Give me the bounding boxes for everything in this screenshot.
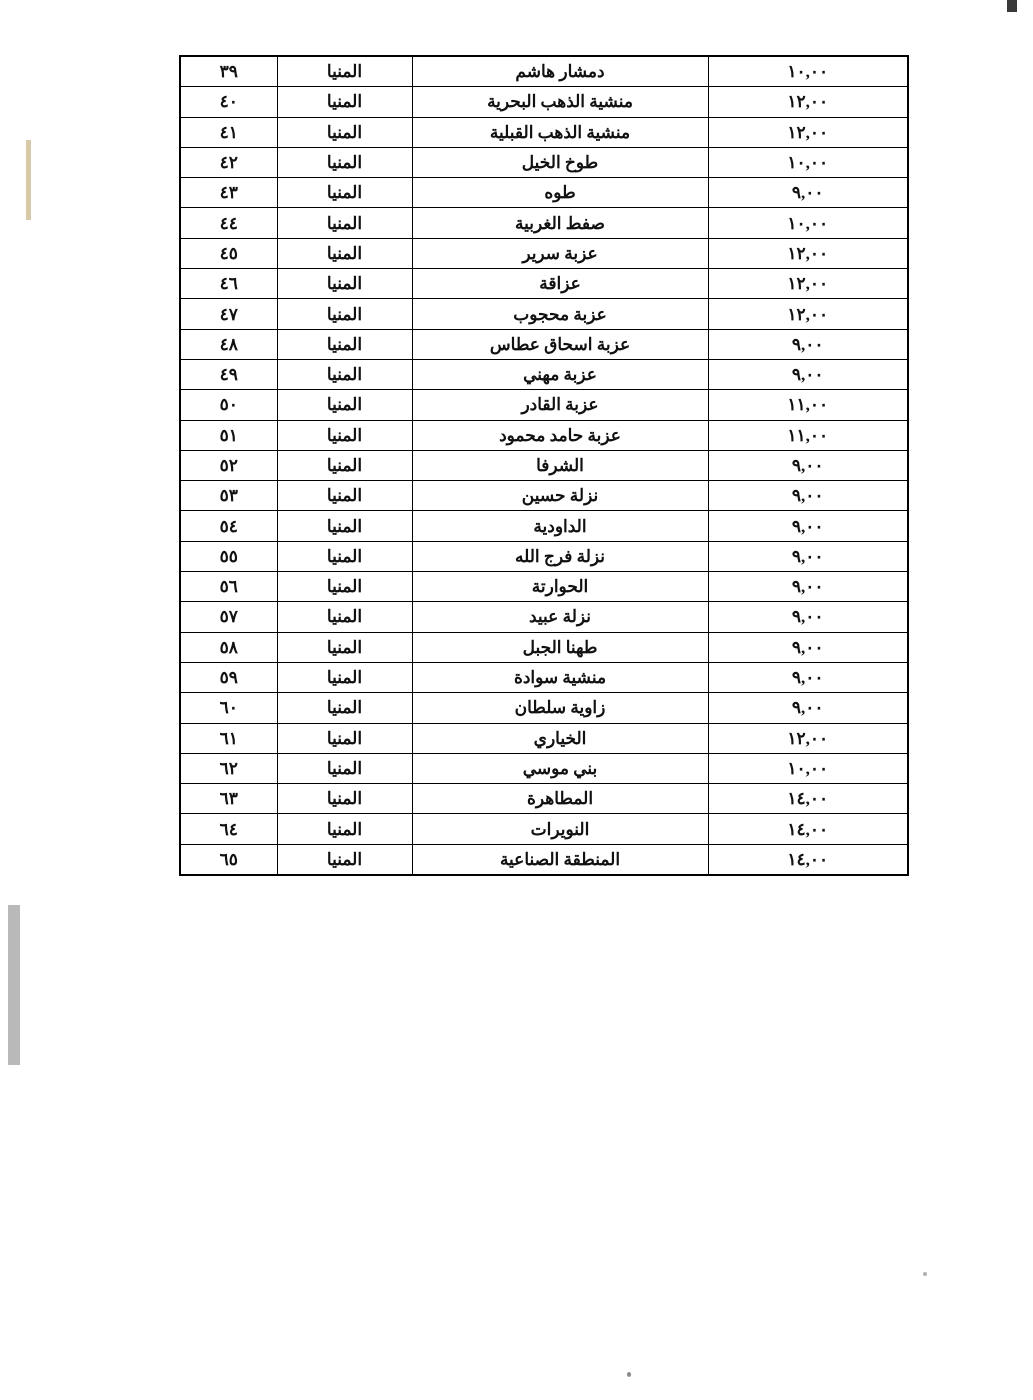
cell-price: ١٤,٠٠	[708, 814, 908, 844]
cell-serial-number: ٦٠	[180, 693, 277, 723]
table-body	[180, 56, 908, 875]
cell-price: ٩,٠٠	[708, 572, 908, 602]
scan-artifact-top-right	[1007, 0, 1017, 12]
cell-governorate: المنيا	[277, 662, 412, 692]
cell-price: ٩,٠٠	[708, 602, 908, 632]
table-row	[180, 814, 908, 844]
cell-location-name: المنطقة الصناعية	[412, 844, 708, 875]
cell-governorate: المنيا	[277, 784, 412, 814]
table-row	[180, 481, 908, 511]
cell-price: ١٢,٠٠	[708, 269, 908, 299]
cell-price: ١٠,٠٠	[708, 753, 908, 783]
cell-governorate: المنيا	[277, 572, 412, 602]
cell-price: ١٠,٠٠	[708, 208, 908, 238]
cell-serial-number: ٥٤	[180, 511, 277, 541]
table-row	[180, 541, 908, 571]
cell-location-name: الخياري	[412, 723, 708, 753]
cell-location-name: منشية الذهب البحرية	[412, 87, 708, 117]
cell-location-name: دمشار هاشم	[412, 56, 708, 87]
table-row	[180, 56, 908, 87]
cell-location-name: بني موسي	[412, 753, 708, 783]
cell-location-name: طهنا الجبل	[412, 632, 708, 662]
cell-location-name: الشرفا	[412, 450, 708, 480]
cell-location-name: عزبة اسحاق عطاس	[412, 329, 708, 359]
cell-serial-number: ٤٤	[180, 208, 277, 238]
table-row	[180, 511, 908, 541]
table-row	[180, 753, 908, 783]
cell-serial-number: ٥٨	[180, 632, 277, 662]
cell-serial-number: ٣٩	[180, 56, 277, 87]
cell-price: ٩,٠٠	[708, 178, 908, 208]
cell-governorate: المنيا	[277, 359, 412, 389]
table-row	[180, 784, 908, 814]
cell-serial-number: ٥٠	[180, 390, 277, 420]
cell-location-name: النويرات	[412, 814, 708, 844]
scan-artifact-left-upper	[26, 140, 31, 220]
cell-location-name: نزلة عبيد	[412, 602, 708, 632]
table-row	[180, 208, 908, 238]
cell-governorate: المنيا	[277, 208, 412, 238]
cell-serial-number: ٤٧	[180, 299, 277, 329]
table-row	[180, 572, 908, 602]
cell-location-name: نزلة حسين	[412, 481, 708, 511]
cell-price: ٩,٠٠	[708, 632, 908, 662]
cell-serial-number: ٤٣	[180, 178, 277, 208]
cell-serial-number: ٤٦	[180, 269, 277, 299]
cell-governorate: المنيا	[277, 56, 412, 87]
cell-governorate: المنيا	[277, 602, 412, 632]
table-row	[180, 420, 908, 450]
cell-location-name: الحوارتة	[412, 572, 708, 602]
table-row	[180, 390, 908, 420]
cell-governorate: المنيا	[277, 390, 412, 420]
cell-location-name: طوه	[412, 178, 708, 208]
table-row	[180, 662, 908, 692]
cell-price: ٩,٠٠	[708, 450, 908, 480]
table-row	[180, 450, 908, 480]
cell-governorate: المنيا	[277, 420, 412, 450]
cell-governorate: المنيا	[277, 450, 412, 480]
cell-location-name: عزاقة	[412, 269, 708, 299]
cell-price: ٩,٠٠	[708, 662, 908, 692]
cell-governorate: المنيا	[277, 541, 412, 571]
cell-location-name: المطاهرة	[412, 784, 708, 814]
cell-price: ١٠,٠٠	[708, 147, 908, 177]
cell-serial-number: ٥٥	[180, 541, 277, 571]
cell-serial-number: ٦٤	[180, 814, 277, 844]
cell-location-name: عزبة القادر	[412, 390, 708, 420]
table-row	[180, 87, 908, 117]
cell-location-name: عزبة محجوب	[412, 299, 708, 329]
cell-serial-number: ٤٩	[180, 359, 277, 389]
table-row	[180, 117, 908, 147]
cell-serial-number: ٦٥	[180, 844, 277, 875]
cell-price: ٩,٠٠	[708, 541, 908, 571]
cell-serial-number: ٥١	[180, 420, 277, 450]
cell-price: ٩,٠٠	[708, 329, 908, 359]
cell-serial-number: ٤١	[180, 117, 277, 147]
cell-location-name: عزبة مهني	[412, 359, 708, 389]
locations-price-table	[179, 55, 909, 876]
cell-price: ١١,٠٠	[708, 420, 908, 450]
cell-governorate: المنيا	[277, 481, 412, 511]
cell-location-name: زاوية سلطان	[412, 693, 708, 723]
cell-serial-number: ٦١	[180, 723, 277, 753]
cell-governorate: المنيا	[277, 814, 412, 844]
scan-artifact-dot-right	[923, 1272, 927, 1276]
cell-governorate: المنيا	[277, 147, 412, 177]
cell-price: ٩,٠٠	[708, 511, 908, 541]
table-row	[180, 299, 908, 329]
cell-location-name: منشية سوادة	[412, 662, 708, 692]
cell-serial-number: ٤٨	[180, 329, 277, 359]
cell-serial-number: ٥٦	[180, 572, 277, 602]
cell-governorate: المنيا	[277, 87, 412, 117]
table-row	[180, 329, 908, 359]
cell-price: ٩,٠٠	[708, 481, 908, 511]
cell-location-name: منشية الذهب القبلية	[412, 117, 708, 147]
cell-price: ١٤,٠٠	[708, 844, 908, 875]
table-row	[180, 602, 908, 632]
cell-location-name: عزبة سرير	[412, 238, 708, 268]
cell-serial-number: ٥٣	[180, 481, 277, 511]
cell-location-name: صفط الغربية	[412, 208, 708, 238]
cell-location-name: طوخ الخيل	[412, 147, 708, 177]
cell-location-name: الداودية	[412, 511, 708, 541]
table-row	[180, 359, 908, 389]
cell-governorate: المنيا	[277, 723, 412, 753]
cell-price: ١٢,٠٠	[708, 87, 908, 117]
table-row	[180, 269, 908, 299]
cell-governorate: المنيا	[277, 238, 412, 268]
cell-price: ١٠,٠٠	[708, 56, 908, 87]
cell-governorate: المنيا	[277, 511, 412, 541]
cell-price: ١٤,٠٠	[708, 784, 908, 814]
cell-governorate: المنيا	[277, 117, 412, 147]
table-row	[180, 723, 908, 753]
table-row	[180, 178, 908, 208]
cell-price: ٩,٠٠	[708, 359, 908, 389]
cell-location-name: نزلة فرج الله	[412, 541, 708, 571]
cell-price: ١١,٠٠	[708, 390, 908, 420]
cell-serial-number: ٦٣	[180, 784, 277, 814]
cell-price: ٩,٠٠	[708, 693, 908, 723]
cell-serial-number: ٤٢	[180, 147, 277, 177]
cell-governorate: المنيا	[277, 269, 412, 299]
cell-governorate: المنيا	[277, 693, 412, 723]
cell-location-name: عزبة حامد محمود	[412, 420, 708, 450]
cell-serial-number: ٤٥	[180, 238, 277, 268]
cell-serial-number: ٥٢	[180, 450, 277, 480]
table-row	[180, 693, 908, 723]
cell-serial-number: ٦٢	[180, 753, 277, 783]
table-row	[180, 844, 908, 875]
cell-price: ١٢,٠٠	[708, 117, 908, 147]
table-row	[180, 238, 908, 268]
cell-serial-number: ٤٠	[180, 87, 277, 117]
table-row	[180, 632, 908, 662]
cell-price: ١٢,٠٠	[708, 723, 908, 753]
cell-governorate: المنيا	[277, 632, 412, 662]
cell-governorate: المنيا	[277, 329, 412, 359]
cell-governorate: المنيا	[277, 299, 412, 329]
cell-serial-number: ٥٧	[180, 602, 277, 632]
cell-price: ١٢,٠٠	[708, 299, 908, 329]
cell-price: ١٢,٠٠	[708, 238, 908, 268]
document-table-container	[181, 55, 909, 876]
cell-governorate: المنيا	[277, 178, 412, 208]
scan-artifact-dot-bottom	[627, 1372, 631, 1377]
cell-governorate: المنيا	[277, 844, 412, 875]
cell-serial-number: ٥٩	[180, 662, 277, 692]
scan-artifact-left-lower	[8, 905, 20, 1065]
cell-governorate: المنيا	[277, 753, 412, 783]
table-row	[180, 147, 908, 177]
